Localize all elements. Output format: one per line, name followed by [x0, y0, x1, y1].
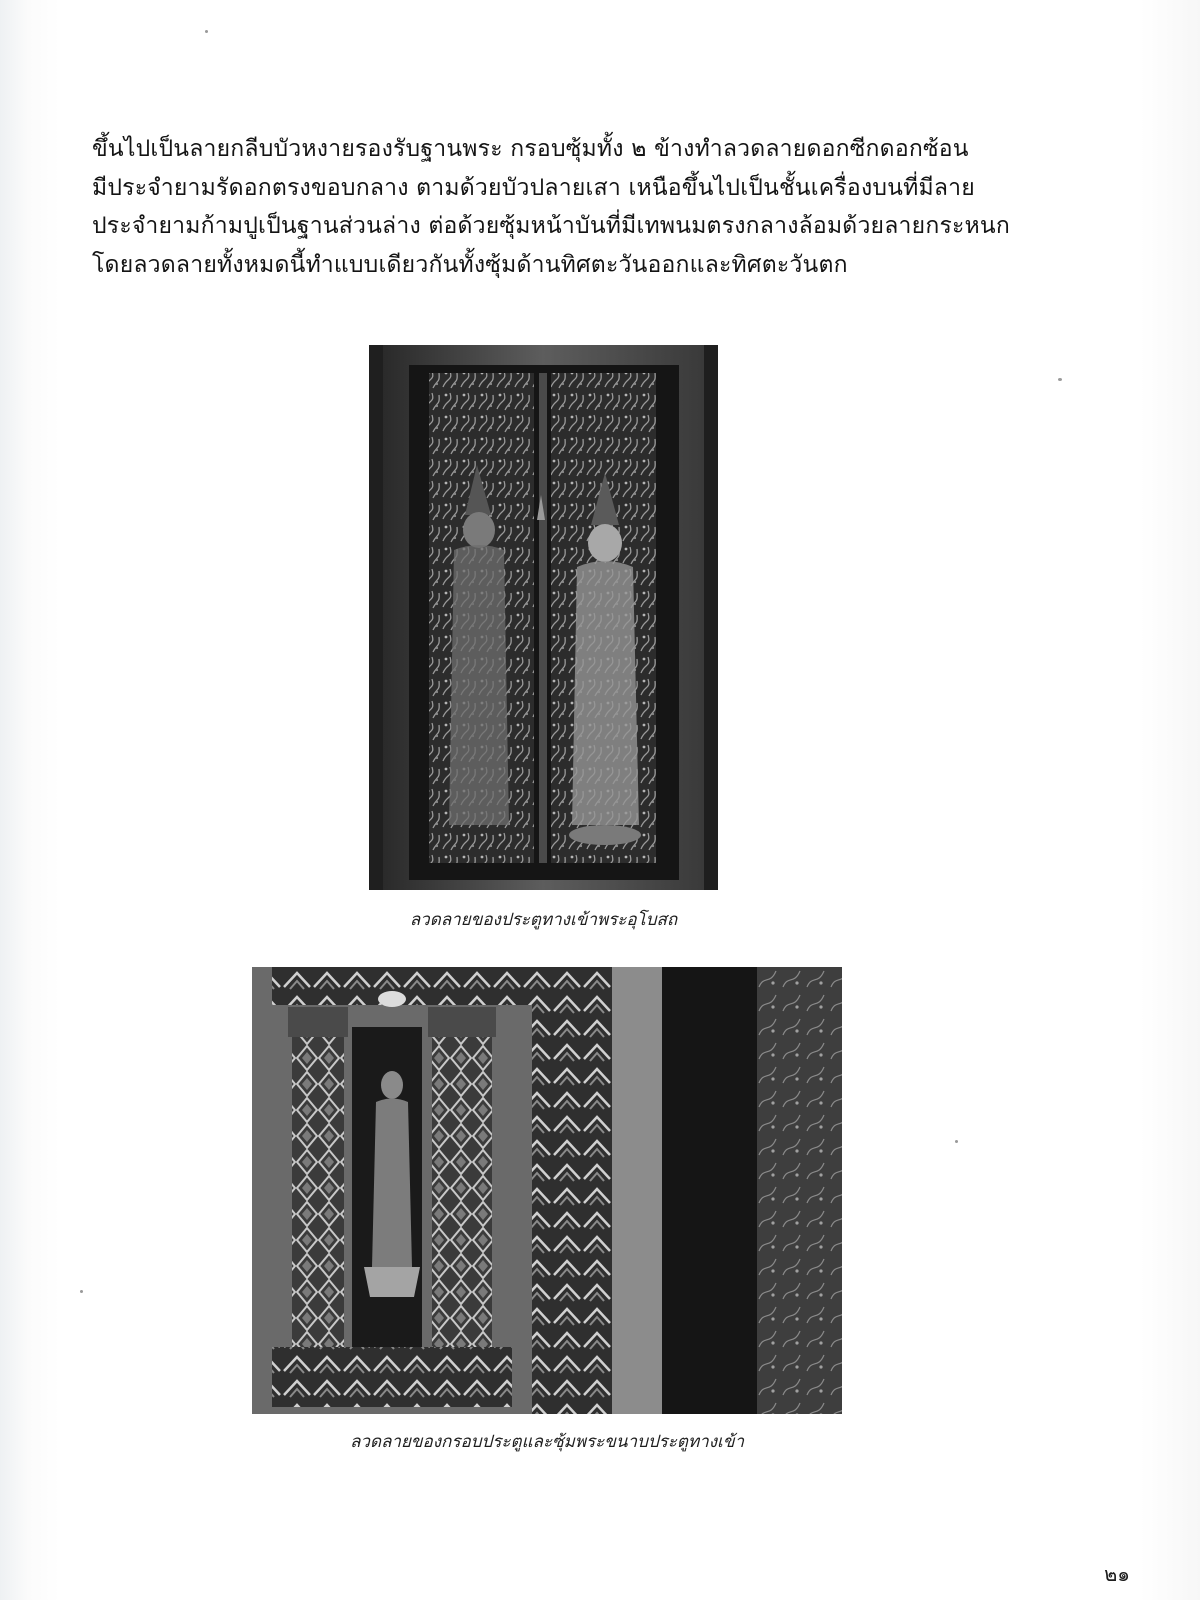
figure-caption: ลวดลายของประตูทางเข้าพระอุโบสถ [409, 910, 678, 930]
paragraph-line: ขึ้นไปเป็นลายกลีบบัวหงายรองรับฐานพระ กรอบซุ้มทั้ง ๒ ข้างทำลวดลายดอกซีกดอกซ้อน [92, 136, 969, 162]
figure-caption: ลวดลายของกรอบประตูและซุ้มพระขนาบประตูทางเข้า [350, 1432, 744, 1452]
body-paragraph [92, 130, 1112, 284]
buddha-niche-photo [252, 967, 842, 1414]
page-number: ๒๑ [1104, 1562, 1130, 1586]
paragraph-line: มีประจำยามรัดอกตรงขอบกลาง ตามด้วยบัวปลายเสา เหนือขึ้นไปเป็นชั้นเครื่องบนที่มีลาย [92, 174, 975, 201]
scan-speck [205, 30, 208, 33]
temple-door-photo [369, 345, 718, 890]
scan-speck [1058, 378, 1062, 381]
scan-speck [955, 1140, 958, 1143]
paragraph-line: ประจำยามก้ามปูเป็นฐานส่วนล่าง ต่อด้วยซุ้มหน้าบันที่มีเทพนมตรงกลางล้อมด้วยลายกระหนก [92, 213, 1010, 239]
scan-speck [80, 1290, 83, 1293]
paragraph-line: โดยลวดลายทั้งหมดนี้ทำแบบเดียวกันทั้งซุ้มด้านทิศตะวันออกและทิศตะวันตก [92, 251, 848, 278]
